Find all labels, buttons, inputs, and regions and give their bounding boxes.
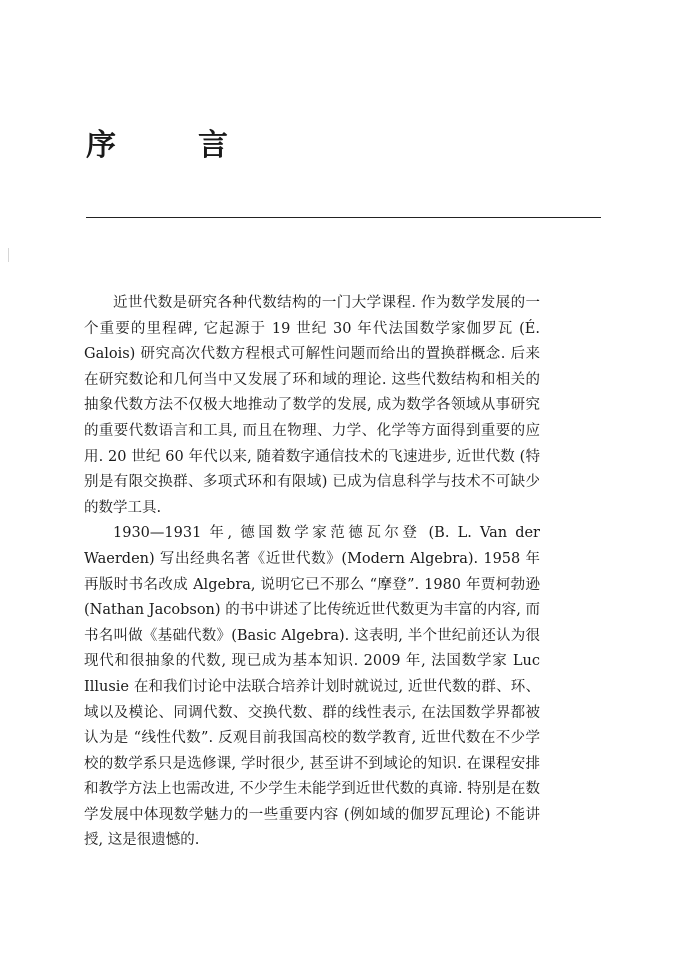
margin-mark (8, 248, 9, 262)
chapter-title: 序 言 (86, 128, 254, 163)
paragraph: 1930—1931 年, 德国数学家范德瓦尔登 (B. L. Van der Waerden) 写出经典名著《近世代数》(Modern Algebra). 1958 年再版时书名改成 Algebra, 说明它已不那么 “摩登”. 1980 年贾柯勃逊 (Nathan Jacobson) 的书中讲述了比传统近世代数更为丰富的内容, 而书名叫做《基础代数》(Basic Algebra). 这表明, 半个世纪前还认为很现代和很抽象的代数, 现已成为基本知识. 2009 年, 法国数学家 Luc Illusie 在和我们讨论中法联合培养计划时就说过, 近世代数的群、环、域以及模论、同调代数、交换代数、群的线性表示, 在法国数学界都被认为是 “线性代数”. 反观目前我国高校的数学教育, 近世代数在不少学校的数学系只是选修课, 学时很少, 甚至讲不到域论的知识. 在课程安排和教学方法上也需改进, 不少学生未能学到近世代数的真谛. 特别是在数学发展中体现数学魅力的一些重要内容 (例如域的伽罗瓦理论) 不能讲授, 这是很遗憾的. (84, 525, 540, 849)
preface-body (84, 291, 540, 854)
title-divider (86, 217, 601, 218)
paragraph: 近世代数是研究各种代数结构的一门大学课程. 作为数学发展的一个重要的里程碑, 它起源于 19 世纪 30 年代法国数学家伽罗瓦 (É. Galois) 研究高次代数方程根式可解性问题而给出的置换群概念. 后来在研究数论和几何当中又发展了环和域的理论. 这些代数结构和相关的抽象代数方法不仅极大地推动了数学的发展, 成为数学各领域从事研究的重要代数语言和工具, 而且在物理、力学、化学等方面得到重要的应用. 20 世纪 60 年代以来, 随着数字通信技术的飞速进步, 近世代数 (特别是有限交换群、多项式环和有限域) 已成为信息科学与技术不可缺少的数学工具. (84, 295, 540, 516)
